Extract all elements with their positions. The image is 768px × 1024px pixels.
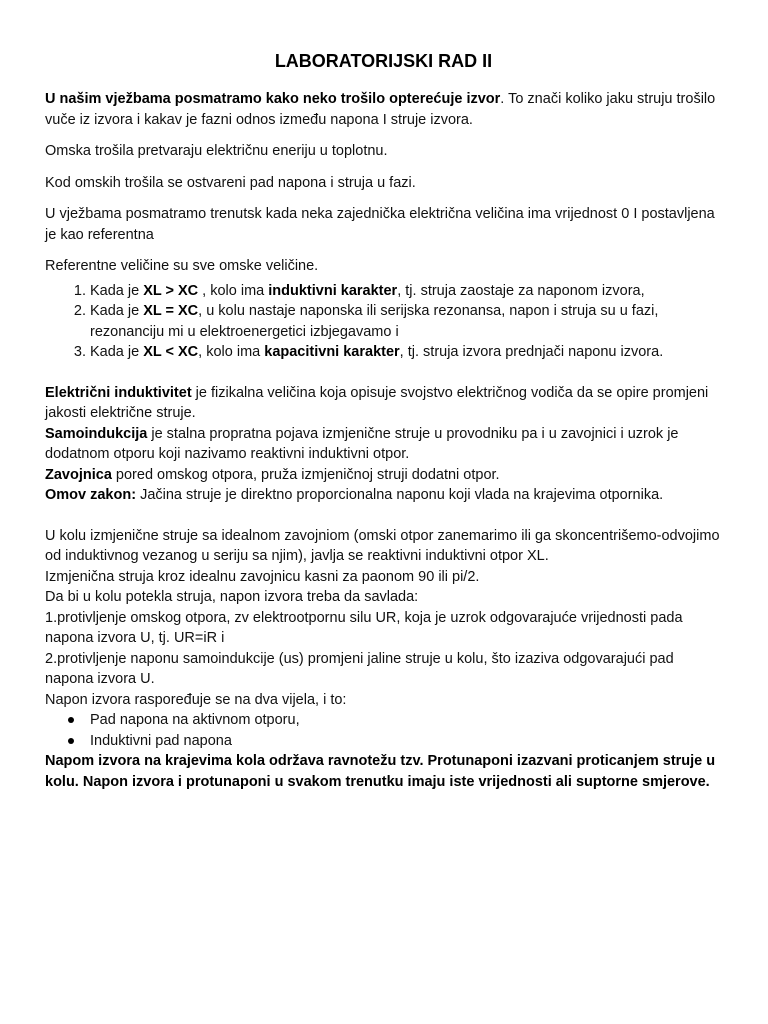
section2-line-3: Da bi u kolu potekla struja, napon izvora treba da savlada: [45, 589, 419, 605]
list-item: 1. Kada je XL > XC , kolo ima induktivni karakter, tj. struja zaostaje za naponom izvora, [90, 281, 722, 302]
list-item: 2. Kada je XL = XC, u kolu nastaje naponska ili serijska rezonansa, napon i struja su u fazi, rezonanciju mi u elektroenergetici izbjegavamo i [90, 301, 722, 342]
conclusion-paragraph: Napom izvora na krajevima kola održava ravnotežu tzv. Protunaponi izazvani proticanjem struje u kolu. Napon izvora i protunaponi u svakom trenutku imaju iste vrijednosti ali suptorne smjerove. [45, 753, 716, 790]
section2-line-5: 2.protivljenje naponu samoindukcije (us) promjeni jaline struje u kolu, što izaziva odgovarajući pad napona izvora U. [45, 650, 674, 687]
document-title: LABORATORIJSKI RAD II [274, 51, 493, 71]
intro-rest: . To znači koliko jaku struju trošilo vuče iz izvora i kakav je fazni odnos između napona I struje izvora. [45, 91, 716, 128]
paragraph-3: U vježbama posmatramo trenutsk kada neka zajednička električna veličina ima vrijednost 0 I postavljena je kao referentna [45, 206, 715, 243]
definition-coil: Zavojnica pored omskog otpora, pruža izmjeničnoj struji dodatni otpor. [45, 466, 500, 483]
numbered-list [45, 281, 722, 363]
definition-inductance: Električni induktivitet je fizikalna veličina koja opisuje svojstvo električnog vodiča da se opire promjeni jakosti električne struje. [45, 384, 709, 421]
intro-bold: U našim vježbama posmatramo kako neko trošilo opterećuje izvor [45, 91, 501, 107]
list-item: 3. Kada je XL < XC, kolo ima kapacitivni karakter, tj. struja izvora prednjači naponu izvora. [90, 342, 722, 363]
bullet-list [45, 710, 722, 751]
section2-line-2: Izmjenična struja kroz idealnu zavojnicu kasni za paonom 90 ili pi/2. [45, 568, 480, 585]
section2-line-4: 1.protivljenje omskog otpora, zv elektrootpornu silu UR, koja je uzrok odgovarajuće vrijednosti pada napona izvora U, tj. UR=iR i [45, 609, 683, 646]
list-item: Induktivni pad napona [90, 731, 722, 752]
section2-line-1: U kolu izmjenične struje sa idealnom zavojniom (omski otpor zanemarimo ili ga skoncentrišemo-odvojimo od induktivnog vezanog u seriju sa njim), javlja se reaktivni induktivni otpor XL. [45, 527, 720, 564]
bullet-icon [68, 717, 74, 723]
definition-ohm-law: Omov zakon: Jačina struje je direktno proporcionalna naponu koji vlada na krajevima otpornika. [45, 487, 664, 503]
paragraph-4: Referentne veličine su sve omske veličine. [45, 258, 319, 274]
section2-line-6: Napon izvora raspoređuje se na dva vijela, i to: [45, 691, 347, 708]
paragraph-1: Omska trošila pretvaraju električnu eneriju u toplotnu. [45, 143, 388, 159]
list-item: Pad napona na aktivnom otporu, [90, 710, 722, 731]
intro-paragraph [45, 89, 722, 130]
bullet-icon [68, 738, 74, 744]
paragraph-2: Kod omskih trošila se ostvareni pad napona i struja u fazi. [45, 174, 416, 191]
definition-self-induction: Samoindukcija je stalna propratna pojava izmjenične struje u provodniku pa i u zavojnici i uzrok je dodatnom otporu koji nazivamo reaktivni induktivni otpor. [45, 425, 679, 462]
